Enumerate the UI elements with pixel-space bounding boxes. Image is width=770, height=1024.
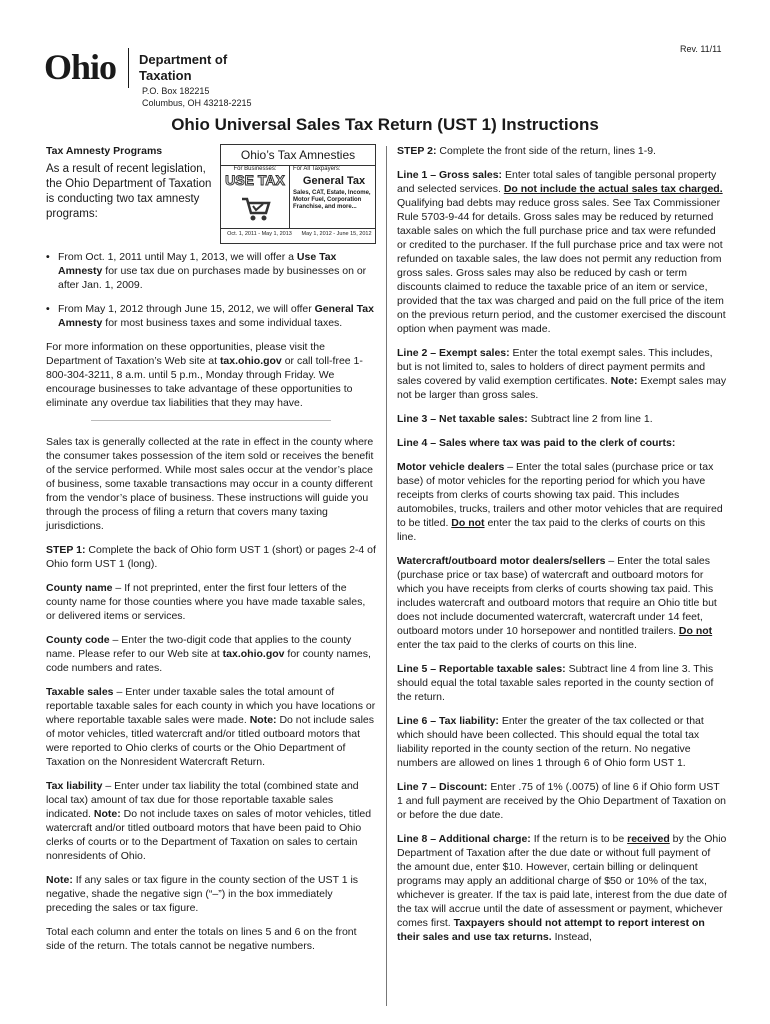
more-info-text-end: or call toll-free 1-800-304-3211, 8 a.m. until 5 p.m., Monday through Friday. We encourage businesses to take advantage of these opportunities to eliminate any overdue tax liabilities that they may have.	[46, 355, 363, 409]
watercraft-emphasis: Do not	[678, 625, 713, 637]
line5-label: Line 5 – Reportable taxable sales:	[397, 663, 566, 675]
line7-label: Line 7 – Discount:	[397, 781, 488, 793]
line2-para	[397, 346, 727, 402]
general-tax-dates: May 1, 2012 - June 15, 2012	[301, 231, 372, 237]
negative-note-label: Note:	[46, 874, 73, 886]
line7-para	[397, 780, 727, 822]
line7-text: Enter .75 of 1% (.0075) of line 6 if Ohio form UST 1 and full payment are received by the Ohio Department of Taxation on or before the due date.	[397, 781, 727, 821]
right-column	[397, 144, 727, 954]
step1-para	[46, 543, 376, 571]
sales-tax-para: Sales tax is generally collected at the rate in effect in the county where the consumer takes possession of the item sold or receives the benefit of the service performed. While most sales occur at the vendor’s place of business, some taxable transactions may occur in a county different from the vendor’s place of business. These instructions will guide you through the process of filing a return that covers many taxing jurisdictions.	[46, 436, 374, 532]
county-code-text-end: for county names, code numbers and rates.	[46, 648, 371, 674]
line1-para	[397, 168, 727, 336]
mailing-address	[142, 85, 252, 109]
left-column	[46, 144, 376, 963]
step1-label: STEP 1:	[46, 544, 86, 556]
department-name	[139, 52, 227, 84]
bullet2-text-end: for most business taxes and some individual taxes.	[102, 317, 343, 329]
motor-vehicle-text-end: enter the tax paid to the clerks of courts on this line.	[397, 517, 706, 543]
line6-text: Enter the greater of the tax collected or that which should have been collected. This should equal the total tax liability reported in the county section of the return. No negative numbers are allowed on lines 1 through 6 of Ohio form UST 1.	[397, 715, 704, 769]
line5-text: Subtract line 4 from line 3. This should equal the total taxable sales reported in the county section of the return.	[397, 663, 714, 703]
line6-para	[397, 714, 727, 770]
line8-text: If the return is to be	[530, 833, 628, 845]
address-line1: P.O. Box 182215	[142, 86, 210, 96]
line1-emphasis: Do not include the actual sales tax charged.	[503, 183, 723, 195]
general-tax-title: General Tax	[302, 175, 366, 187]
county-name-text: – If not preprinted, enter the first four letters of the county name for those counties where you have made taxable sales, or delivered items or services.	[46, 582, 366, 622]
line2-label: Line 2 – Exempt sales:	[397, 347, 510, 359]
line2-note-label: Note:	[610, 375, 638, 387]
line6-label: Line 6 – Tax liability:	[397, 715, 499, 727]
line8-emphasis: received	[627, 833, 670, 845]
county-code-website-link[interactable]: tax.ohio.gov	[222, 648, 285, 660]
use-tax-dates: Oct. 1, 2011 - May 1, 2013	[227, 231, 292, 237]
bullet1-bold: Use Tax Amnesty	[58, 251, 337, 277]
watercraft-text: – Enter the total sales (purchase price or tax base) of watercraft and outboard motors for which you have receipts from clerks of courts showing tax paid. This includes watercraft and outboard motors that require an Ohio title but does not include documented watercraft, watercraft under 14 feet, outboard motors under 10 horsepower and nontitled trailers.	[397, 555, 717, 637]
tax-liability-para	[46, 779, 376, 863]
revision-label: Rev. 11/11	[680, 44, 722, 54]
bullet1-text: From Oct. 1, 2011 until May 1, 2013, we will offer a	[58, 251, 297, 263]
taxable-sales-text-end: Do not include sales of motor vehicles, titled watercraft and/or titled outboard motors that were reported to Ohio clerks of courts or the Ohio Department of Taxation on the Nonresident Watercraft Return.	[46, 714, 375, 768]
line8-para	[397, 832, 727, 944]
page-header	[44, 44, 227, 88]
more-info-para	[46, 340, 376, 410]
motor-vehicle-text: – Enter the total sales (purchase price or tax base) of motor vehicles for the reporting period for which you have receipts from clerks of courts showing tax paid. This includes automobiles, trucks, trailers and other motor vehicles that are required to be titled.	[397, 461, 723, 529]
amnesty-graphic-body	[221, 166, 375, 228]
step1-text: Complete the back of Ohio form UST 1 (short) or pages 2-4 of Ohio form UST 1 (long).	[46, 544, 376, 570]
county-code-para	[46, 633, 376, 675]
general-tax-list: Sales, CAT, Estate, Income, Motor Fuel, Corporation Franchise, and more...	[293, 190, 371, 210]
logo-divider	[128, 48, 129, 88]
line8-text-end: Instead,	[551, 931, 592, 943]
address-line2: Columbus, OH 43218-2215	[142, 98, 252, 108]
section-separator	[91, 420, 331, 421]
motor-vehicle-para	[397, 460, 727, 544]
line4-label: Line 4 – Sales where tax was paid to the clerk of courts:	[397, 437, 676, 449]
general-tax-panel	[290, 166, 375, 228]
line3-label: Line 3 – Net taxable sales:	[397, 413, 528, 425]
county-name-para	[46, 581, 376, 623]
line2-text: Enter the total exempt sales. This includes, but is not limited to, sales to holders of direct payment permits and sales covered by valid exemption certificates.	[397, 347, 713, 387]
amnesty-graphic-title: Ohio’s Tax Amnesties	[221, 145, 375, 166]
use-tax-panel	[221, 166, 290, 228]
county-name-label: County name	[46, 582, 113, 594]
department-line1: Department of	[139, 52, 228, 67]
for-all-label: For All Taxpayers:	[293, 166, 341, 172]
watercraft-para	[397, 554, 727, 652]
line8-label: Line 8 – Additional charge:	[397, 833, 531, 845]
department-line2: Taxation	[139, 68, 192, 83]
amnesty-bullet-1	[46, 250, 376, 292]
website-link[interactable]: tax.ohio.gov	[219, 355, 282, 367]
line8-text-mid: by the Ohio Department of Taxation after the due date or without full payment of the amount due, enter $10. However, certain billing or delinquent programs may apply an additional charge of $50 or 10% of the tax, whichever is greater. If the tax is paid late, interest from the due date of the tax will accrue until the date of assessment or payment, whichever comes first.	[397, 833, 727, 929]
line2-text-end: Exempt sales may not be larger than gross sales.	[397, 375, 727, 401]
for-businesses-label: For Businesses:	[233, 166, 277, 172]
amnesty-intro: As a result of recent legislation, the Ohio Department of Taxation is conducting two tax amnesty programs:	[46, 163, 212, 220]
step2-text: Complete the front side of the return, lines 1-9.	[436, 145, 656, 157]
negative-note-text: If any sales or tax figure in the county section of the UST 1 is negative, shade the negative sign (“–”) in the box immediately preceding the sales or tax figure.	[46, 874, 359, 914]
taxable-sales-note-label: Note:	[249, 714, 277, 726]
motor-vehicle-emphasis: Do not	[451, 517, 485, 529]
more-info-text: For more information on these opportunities, please visit the Department of Taxation’s Web site at	[46, 341, 325, 367]
page-title: Ohio Universal Sales Tax Return (UST 1) Instructions	[171, 115, 599, 134]
taxable-sales-label: Taxable sales	[46, 686, 114, 698]
ohio-logo: Ohio	[44, 47, 117, 87]
step2-label: STEP 2:	[397, 145, 437, 157]
watercraft-text-end: enter the tax paid to the clerks of courts on this line.	[397, 639, 637, 651]
negative-note-para	[46, 873, 376, 915]
tax-liability-text-end: Do not include taxes on sales of motor vehicles, titled watercraft and/or titled outboard motors that have been paid to Ohio clerks of courts or to the Department of Taxation on sales to certain nonresidents of Ohio.	[46, 808, 372, 862]
motor-vehicle-label: Motor vehicle dealers	[397, 461, 505, 473]
use-tax-word: USE TAX	[225, 172, 285, 188]
line4-para	[397, 436, 727, 450]
line1-text: Enter total sales of tangible personal property and selected services.	[397, 169, 717, 195]
county-code-label: County code	[46, 634, 110, 646]
line8-bold-warning: Taxpayers should not attempt to report interest on their sales and use tax returns.	[397, 917, 705, 943]
line5-para	[397, 662, 727, 704]
tax-liability-note-label: Note:	[93, 808, 121, 820]
totals-para: Total each column and enter the totals on lines 5 and 6 on the front side of the return. The totals cannot be negative numbers.	[46, 926, 357, 952]
line3-text: Subtract line 2 from line 1.	[527, 413, 653, 425]
line3-para	[397, 412, 727, 426]
step2-para	[397, 144, 727, 158]
amnesty-heading: Tax Amnesty Programs	[46, 145, 163, 157]
county-code-text: – Enter the two-digit code that applies to the county name. Please refer to our Web site at	[46, 634, 352, 660]
shopping-cart-icon	[241, 196, 271, 222]
taxable-sales-para	[46, 685, 376, 769]
bullet2-bold: General Tax Amnesty	[58, 303, 374, 329]
amnesty-graphic	[220, 144, 376, 244]
bullet-marker: •	[46, 303, 50, 315]
amnesty-dates	[221, 228, 375, 238]
line1-label: Line 1 – Gross sales:	[397, 169, 503, 181]
line1-text-end: Qualifying bad debts may reduce gross sales. See Tax Commissioner Rule 5703-9-44 for details. Gross sales may be reduced by returned taxable sales on which the full purchase price and tax were refunded or credited to the purchaser. If the full purchase price and tax were not refunded on taxable sales, the law does not permit any reduction from gross sales. Gross sales may also be reduced by cash or term discounts claimed to reduce the taxable price of an item or service, provided that the tax was charged and paid on the full price of the item on the previous return period, and the customer exercised the discount option when payment was made.	[397, 197, 726, 335]
tax-liability-label: Tax liability	[46, 780, 103, 792]
bullet1-text-end: for use tax due on purchases made by businesses on or after Jan. 1, 2009.	[58, 265, 367, 291]
amnesty-bullet-2	[46, 302, 376, 330]
amnesty-bullet-list	[46, 250, 376, 330]
tax-liability-text: – Enter under tax liability the total (combined state and local tax) amount of tax due for those reportable taxable sales indicated.	[46, 780, 359, 820]
column-divider	[386, 146, 387, 1006]
watercraft-label: Watercraft/outboard motor dealers/sellers	[397, 555, 606, 567]
taxable-sales-text: – Enter under taxable sales the total amount of reportable taxable sales for each county in which you have locations or where reportable taxable sales were made.	[46, 686, 376, 726]
bullet2-text: From May 1, 2012 through June 15, 2012, we will offer	[58, 303, 315, 315]
bullet-marker: •	[46, 251, 50, 263]
